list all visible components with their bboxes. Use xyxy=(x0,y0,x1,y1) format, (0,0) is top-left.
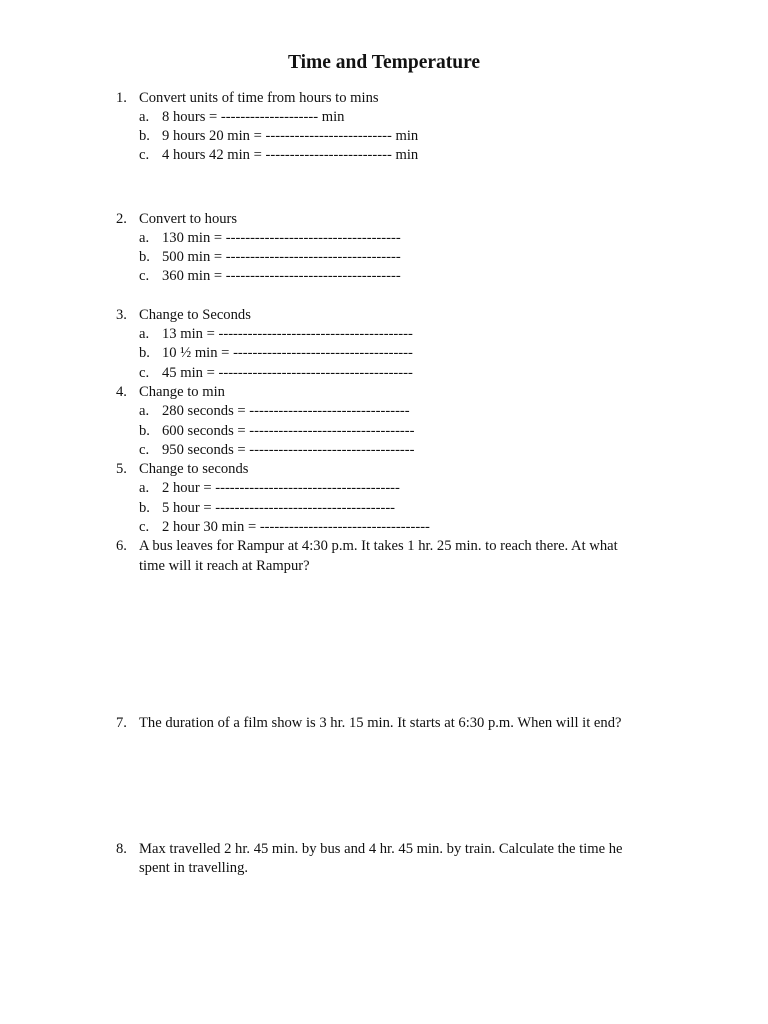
sub-item-text: 10 ½ min = ------------------------------------- xyxy=(162,345,413,361)
sub-item-label: b. xyxy=(139,500,150,516)
sub-item-label: b. xyxy=(139,249,150,265)
sub-item-text: 13 min = ---------------------------------------- xyxy=(162,326,413,342)
question-number: 7. xyxy=(116,715,127,731)
sub-item-text: 45 min = ---------------------------------------- xyxy=(162,365,413,381)
question-text: Change to min xyxy=(139,384,225,400)
sub-item-label: a. xyxy=(139,480,150,496)
sub-item-text: 2 hour 30 min = ----------------------------------- xyxy=(162,519,430,535)
sub-item-text: 500 min = ------------------------------------ xyxy=(162,249,401,265)
sub-item-label: b. xyxy=(139,128,150,144)
sub-item-text: 280 seconds = --------------------------------- xyxy=(162,403,410,419)
question-text: Max travelled 2 hr. 45 min. by bus and 4 hr. 45 min. by train. Calculate the time he xyxy=(139,841,623,857)
sub-item-label: c. xyxy=(139,147,150,163)
question-number: 3. xyxy=(116,307,127,323)
sub-item-label: a. xyxy=(139,326,150,342)
sub-item-label: c. xyxy=(139,519,150,535)
question-text: Convert to hours xyxy=(139,211,238,227)
question-text: spent in travelling. xyxy=(139,860,249,876)
sub-item-label: b. xyxy=(139,345,150,361)
question-number: 5. xyxy=(116,461,127,477)
sub-item-label: c. xyxy=(139,442,150,458)
sub-item-text: 600 seconds = ---------------------------------- xyxy=(162,423,415,439)
question-text: Convert units of time from hours to mins xyxy=(139,90,379,106)
sub-item-label: c. xyxy=(139,365,150,381)
sub-item-text: 360 min = ------------------------------------ xyxy=(162,268,401,284)
question-number: 4. xyxy=(116,384,127,400)
sub-item-text: 2 hour = -------------------------------------- xyxy=(162,480,400,496)
sub-item-label: a. xyxy=(139,230,150,246)
sub-item-text: 4 hours 42 min = -------------------------- min xyxy=(162,147,419,163)
sub-item-label: a. xyxy=(139,109,150,125)
sub-item-text: 130 min = ------------------------------------ xyxy=(162,230,401,246)
sub-item-text: 9 hours 20 min = -------------------------- min xyxy=(162,128,419,144)
sub-item-text: 5 hour = ------------------------------------- xyxy=(162,500,396,516)
question-number: 8. xyxy=(116,841,127,857)
question-text: The duration of a film show is 3 hr. 15 min. It starts at 6:30 p.m. When will it end? xyxy=(139,715,622,731)
sub-item-label: a. xyxy=(139,403,150,419)
question-number: 6. xyxy=(116,538,127,554)
page-title: Time and Temperature xyxy=(287,52,481,73)
question-number: 1. xyxy=(116,90,127,106)
sub-item-text: 950 seconds = ---------------------------------- xyxy=(162,442,415,458)
question-text: Change to seconds xyxy=(139,461,249,477)
question-text: A bus leaves for Rampur at 4:30 p.m. It takes 1 hr. 25 min. to reach there. At what xyxy=(139,538,618,554)
question-number: 2. xyxy=(116,211,127,227)
sub-item-text: 8 hours = -------------------- min xyxy=(162,109,345,125)
question-text: time will it reach at Rampur? xyxy=(139,558,310,574)
sub-item-label: c. xyxy=(139,268,150,284)
question-text: Change to Seconds xyxy=(139,307,251,323)
sub-item-label: b. xyxy=(139,423,150,439)
